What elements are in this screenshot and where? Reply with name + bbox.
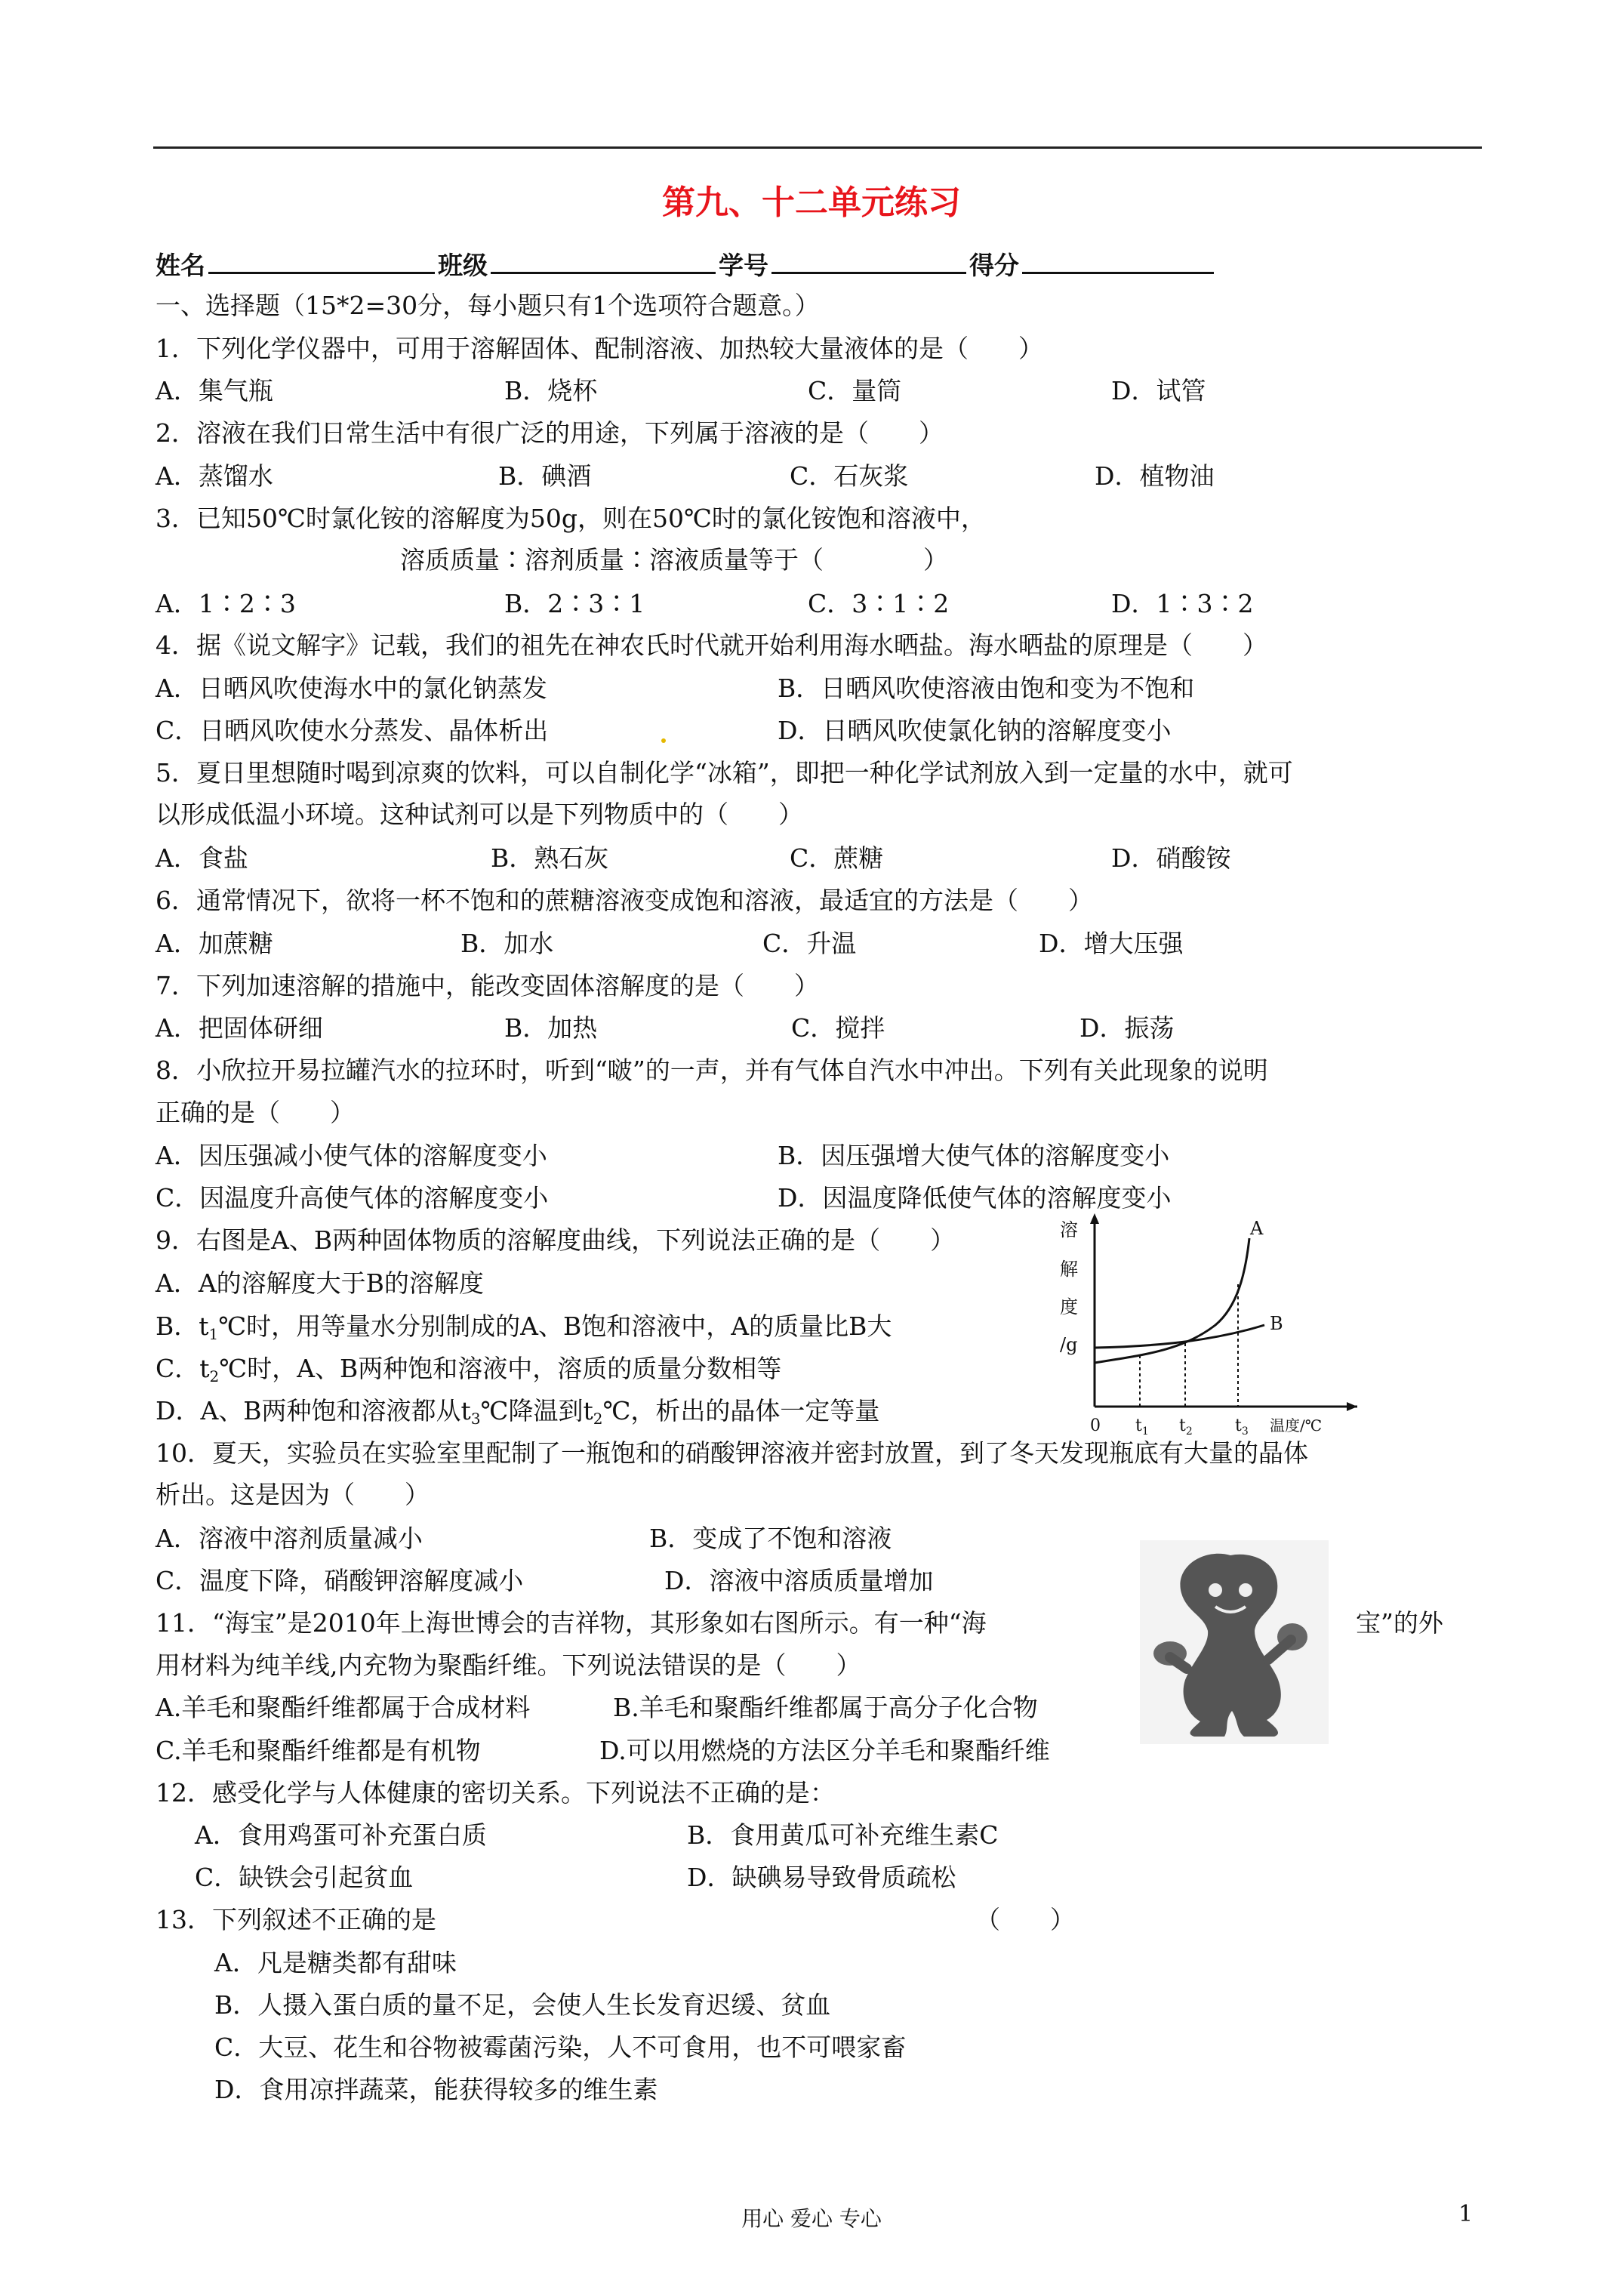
ylabel-char-2: 解 (1060, 1259, 1078, 1280)
haibao-mascot-image (1140, 1540, 1329, 1744)
name-blank[interactable] (208, 249, 435, 274)
q6-option-c[interactable]: C．升温 (762, 929, 857, 958)
y-axis-arrow (1090, 1213, 1099, 1224)
q12-option-d[interactable]: D．缺碘易导致骨质疏松 (687, 1863, 956, 1892)
q12-stem: 12．感受化学与人体健康的密切关系。下列说法不正确的是： (156, 1778, 835, 1808)
q9-option-b[interactable] (156, 1311, 892, 1349)
q9-c-pre: C．t (156, 1354, 210, 1383)
q5-stem-continued: 以形成低温小环境。这种试剂可以是下列物质中的（ ） (156, 800, 803, 829)
q3-option-c[interactable]: C．3∶1∶2 (808, 589, 950, 618)
q11-option-a[interactable]: A.羊毛和聚酯纤维都属于合成材料 (156, 1693, 531, 1722)
curve-a-label: A (1250, 1218, 1264, 1239)
q9-c-post: ℃时，A、B两种饱和溶液中，溶质的质量分数相等 (219, 1354, 782, 1383)
q5-option-b[interactable]: B．熟石灰 (491, 843, 609, 873)
q2-stem: 2．溶液在我们日常生活中有很广泛的用途，下列属于溶液的是（ ） (156, 418, 944, 448)
q6-option-a[interactable]: A．加蔗糖 (156, 929, 273, 958)
q6-option-b[interactable]: B．加水 (460, 929, 554, 958)
q13-option-c[interactable]: C．大豆、花生和谷物被霉菌污染，人不可食用，也不可喂家畜 (214, 2032, 907, 2062)
q9-b-pre: B．t (156, 1311, 209, 1341)
ylabel-char-3: 度 (1060, 1296, 1078, 1318)
q12-option-c[interactable]: C．缺铁会引起贫血 (195, 1863, 414, 1892)
q8-option-b[interactable]: B．因压强增大使气体的溶解度变小 (778, 1141, 1170, 1170)
q7-option-b[interactable]: B．加热 (504, 1013, 598, 1043)
q9-option-d[interactable] (156, 1396, 879, 1434)
q10-option-a[interactable]: A．溶液中溶剂质量减小 (156, 1524, 423, 1553)
q7-option-d[interactable]: D．振荡 (1079, 1013, 1175, 1043)
q4-stem: 4．据《说文解字》记载，我们的祖先在神农氏时代就开始利用海水晒盐。海水晒盐的原理是（ ） (156, 630, 1267, 660)
ylabel-char-1: 溶 (1060, 1219, 1078, 1240)
class-label: 班级 (438, 251, 488, 280)
q10-option-c[interactable]: C．温度下降，硝酸钾溶解度减小 (156, 1566, 524, 1595)
q9-d-mid: ℃降温到t (480, 1396, 593, 1425)
xlabel: 温度/℃ (1270, 1416, 1323, 1435)
ylabel-char-4: /g (1060, 1334, 1078, 1355)
mascot-eye-left (1209, 1583, 1222, 1597)
q2-option-c[interactable]: C．石灰浆 (790, 461, 909, 491)
q7-stem: 7．下列加速溶解的措施中，能改变固体溶解度的是（ ） (156, 971, 819, 1000)
q4-option-b[interactable]: B．日晒风吹使溶液由饱和变为不饱和 (778, 673, 1195, 703)
q8-stem: 8．小欣拉开易拉罐汽水的拉环时，听到“啵”的一声，并有气体自汽水中冲出。下列有关此现象的说明 (156, 1056, 1268, 1085)
q2-option-a[interactable]: A．蒸馏水 (156, 461, 273, 491)
q1-option-d[interactable]: D．试管 (1111, 376, 1206, 405)
page-number: 1 (1458, 2201, 1474, 2227)
q2-option-d[interactable]: D．植物油 (1095, 461, 1215, 491)
page-title: 第九、十二单元练习 (662, 183, 961, 222)
curve-b-label: B (1270, 1313, 1283, 1334)
score-label: 得分 (969, 251, 1019, 280)
q1-option-c[interactable]: C．量筒 (808, 376, 902, 405)
q6-option-d[interactable]: D．增大压强 (1039, 929, 1184, 958)
student-info-row (156, 249, 1217, 281)
q9-option-a[interactable]: A．A的溶解度大于B的溶解度 (156, 1268, 484, 1298)
q9-b-sub: 1 (208, 1325, 219, 1343)
q7-option-c[interactable]: C．搅拌 (791, 1013, 885, 1043)
q3-option-b[interactable]: B．2∶3∶1 (504, 589, 645, 618)
q9-d-sub2: 2 (593, 1410, 603, 1428)
q10-option-b[interactable]: B．变成了不饱和溶液 (649, 1524, 892, 1553)
number-blank[interactable] (771, 249, 966, 274)
q6-stem: 6．通常情况下，欲将一杯不饱和的蔗糖溶液变成饱和溶液，最适宜的方法是（ ） (156, 886, 1093, 915)
origin-label: 0 (1090, 1416, 1101, 1435)
t2-label: $t_2$ (1179, 1416, 1193, 1438)
q3-option-d[interactable]: D．1∶3∶2 (1111, 589, 1254, 618)
q9-c-sub: 2 (209, 1367, 220, 1385)
q3-stem: 3．已知50℃时氯化铵的溶解度为50g，则在50℃时的氯化铵饱和溶液中， (156, 504, 986, 533)
q2-option-b[interactable]: B．碘酒 (498, 461, 592, 491)
score-blank[interactable] (1022, 249, 1214, 274)
q12-option-b[interactable]: B．食用黄瓜可补充维生素C (687, 1820, 999, 1850)
name-label: 姓名 (156, 251, 205, 280)
q13-option-a[interactable]: A．凡是糖类都有甜味 (214, 1948, 457, 1977)
x-axis-arrow (1347, 1402, 1357, 1411)
q1-stem: 1．下列化学仪器中，可用于溶解固体、配制溶液、加热较大量液体的是（ ） (156, 334, 1043, 363)
q9-d-pre: D．A、B两种饱和溶液都从t (156, 1396, 471, 1425)
page-footer: 用心 爱心 专心 (741, 2206, 882, 2231)
q11-stem-tail: 宝”的外 (1356, 1608, 1443, 1638)
number-label: 学号 (719, 251, 768, 280)
q4-option-d[interactable]: D．日晒风吹使氯化钠的溶解度变小 (778, 716, 1172, 745)
q10-stem-continued: 析出。这是因为（ ） (156, 1480, 430, 1509)
q11-option-d[interactable]: D.可以用燃烧的方法区分羊毛和聚酯纤维 (599, 1736, 1050, 1765)
q11-stem: 11．“海宝”是2010年上海世博会的吉祥物，其形象如右图所示。有一种“海 (156, 1608, 987, 1638)
t1-label: $t_1$ (1135, 1416, 1149, 1438)
q8-option-d[interactable]: D．因温度降低使气体的溶解度变小 (778, 1183, 1172, 1213)
q11-option-c[interactable]: C.羊毛和聚酯纤维都是有机物 (156, 1736, 481, 1765)
q4-option-c[interactable]: C．日晒风吹使水分蒸发、晶体析出 (156, 716, 549, 745)
ink-speck (661, 738, 666, 743)
q9-stem: 9．右图是A、B两种固体物质的溶解度曲线，下列说法正确的是（ ） (156, 1225, 956, 1255)
q13-option-b[interactable]: B．人摄入蛋白质的量不足，会使人生长发育迟缓、贫血 (214, 1990, 831, 2020)
q1-option-a[interactable]: A．集气瓶 (156, 376, 273, 405)
q11-stem-continued: 用材料为纯羊线,内充物为聚酯纤维。下列说法错误的是（ ） (156, 1650, 861, 1680)
q8-option-a[interactable]: A．因压强减小使气体的溶解度变小 (156, 1141, 547, 1170)
t3-label: $t_3$ (1235, 1416, 1249, 1438)
q13-option-d[interactable]: D．食用凉拌蔬菜，能获得较多的维生素 (214, 2075, 658, 2104)
q5-stem: 5．夏日里想随时喝到凉爽的饮料，可以自制化学“冰箱”，即把一种化学试剂放入到一定量的水中，就可 (156, 758, 1293, 787)
section-heading: 一、选择题（15*2=30分，每小题只有1个选项符合题意。） (156, 291, 820, 320)
q13-stem: 13．下列叙述不正确的是 (156, 1905, 436, 1934)
q3-option-a[interactable]: A．1∶2∶3 (156, 589, 296, 618)
solubility-curve-figure (1057, 1212, 1359, 1438)
q8-stem-continued: 正确的是（ ） (156, 1098, 355, 1127)
q9-b-post: ℃时，用等量水分别制成的A、B饱和溶液中，A的质量比B大 (218, 1311, 892, 1341)
q10-option-d[interactable]: D．溶液中溶质质量增加 (664, 1566, 934, 1595)
class-blank[interactable] (491, 249, 716, 274)
header-rule (153, 146, 1482, 149)
q5-option-a[interactable]: A．食盐 (156, 843, 248, 873)
q4-option-a[interactable]: A．日晒风吹使海水中的氯化钠蒸发 (156, 673, 547, 703)
q9-d-sub1: 3 (470, 1410, 481, 1428)
q12-option-a[interactable]: A．食用鸡蛋可补充蛋白质 (195, 1820, 487, 1850)
q11-option-b[interactable]: B.羊毛和聚酯纤维都属于高分子化合物 (613, 1693, 1038, 1722)
q13-answer-paren[interactable]: （ ） (975, 1905, 1075, 1934)
q1-option-b[interactable]: B．烧杯 (504, 376, 598, 405)
q5-option-d[interactable]: D．硝酸铵 (1111, 843, 1231, 873)
q9-option-c[interactable] (156, 1354, 781, 1391)
q10-stem: 10．夏天，实验员在实验室里配制了一瓶饱和的硝酸钾溶液并密封放置，到了冬天发现瓶底有大量的晶体 (156, 1438, 1308, 1468)
q3-stem-continued: 溶质质量∶溶剂质量∶溶液质量等于（ ） (400, 545, 948, 575)
q8-option-c[interactable]: C．因温度升高使气体的溶解度变小 (156, 1183, 549, 1213)
q7-option-a[interactable]: A．把固体研细 (156, 1013, 323, 1043)
mascot-eye-right (1239, 1583, 1252, 1597)
q5-option-c[interactable]: C．蔗糖 (790, 843, 884, 873)
q9-d-post: ℃，析出的晶体一定等量 (602, 1396, 880, 1425)
